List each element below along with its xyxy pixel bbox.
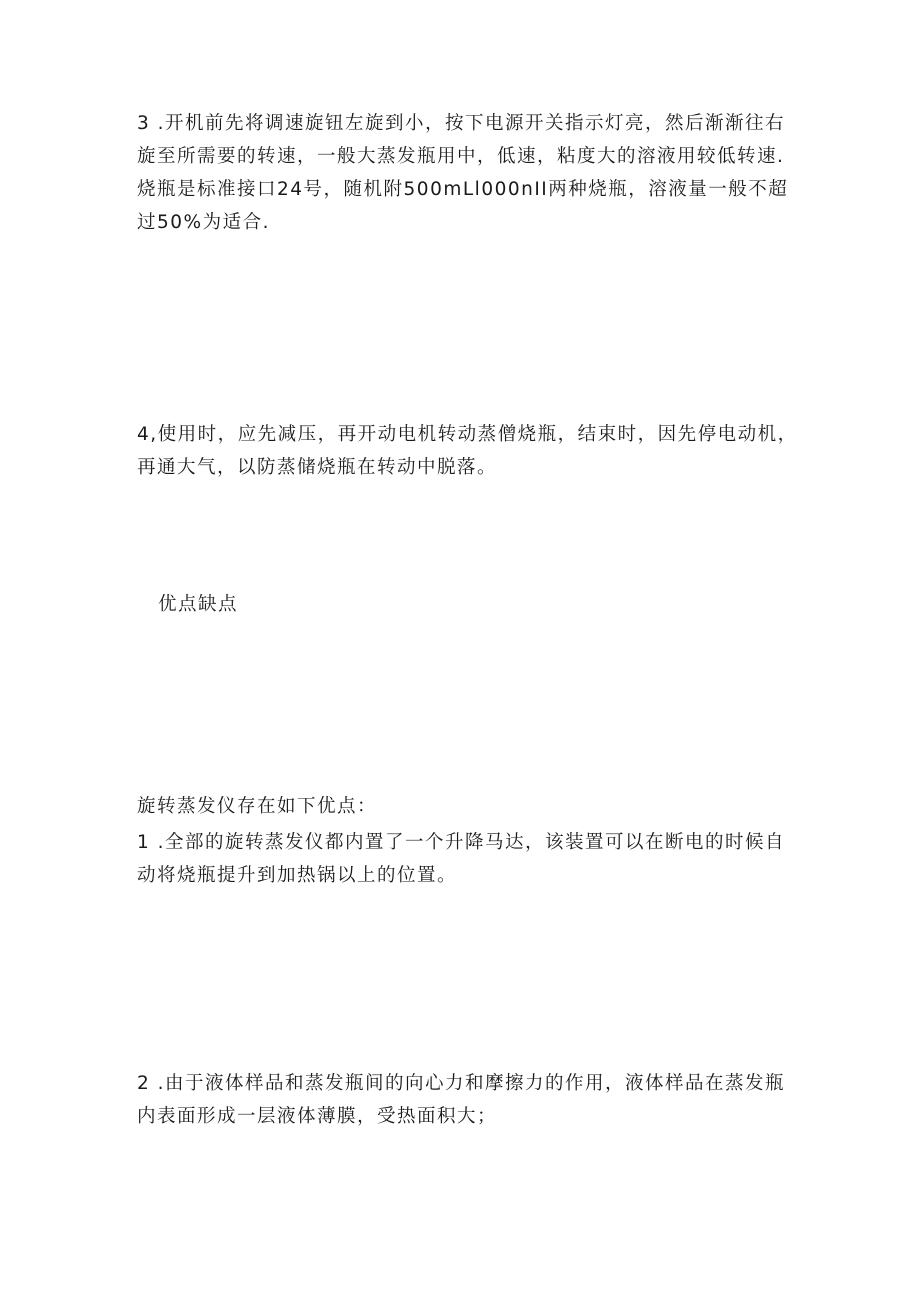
- text-line: 动将烧瓶提升到加热锅以上的位置。: [137, 865, 458, 886]
- paragraph-advantage-1: [137, 826, 797, 892]
- text-line: 2 .由于液体样品和蒸发瓶间的向心力和摩擦力的作用，液体样品在蒸发瓶: [137, 1073, 786, 1094]
- section-heading-text: 优点缺点: [158, 594, 239, 615]
- text-line: 过50%为适合.: [137, 212, 271, 233]
- advantages-intro: [137, 790, 797, 823]
- paragraph-item-3: [137, 107, 797, 239]
- advantages-intro-text: 旋转蒸发仪存在如下优点：: [137, 796, 378, 817]
- text-line: 内表面形成一层液体薄膜，受热面积大；: [137, 1106, 498, 1127]
- paragraph-item-4: [137, 418, 797, 484]
- text-line: 4,使用时，应先减压，再开动电机转动蒸僧烧瓶，结束时，因先停电动机，: [137, 424, 798, 445]
- section-heading: [158, 588, 818, 621]
- text-line: 旋至所需要的转速，一般大蒸发瓶用中，低速，粘度大的溶液用较低转速.: [137, 146, 785, 167]
- text-line: 烧瓶是标准接口24号，随机附500mLl000nII两种烧瓶，溶液量一般不超: [137, 179, 789, 200]
- paragraph-advantage-2: [137, 1067, 797, 1133]
- text-line: 1 .全部的旋转蒸发仪都内置了一个升降马达，该装置可以在断电的时候自: [137, 832, 786, 853]
- text-line: 再通大气，以防蒸储烧瓶在转动中脱落。: [137, 457, 498, 478]
- text-line: 3 .开机前先将调速旋钮左旋到小，按下电源开关指示灯亮，然后渐渐往右: [137, 113, 786, 134]
